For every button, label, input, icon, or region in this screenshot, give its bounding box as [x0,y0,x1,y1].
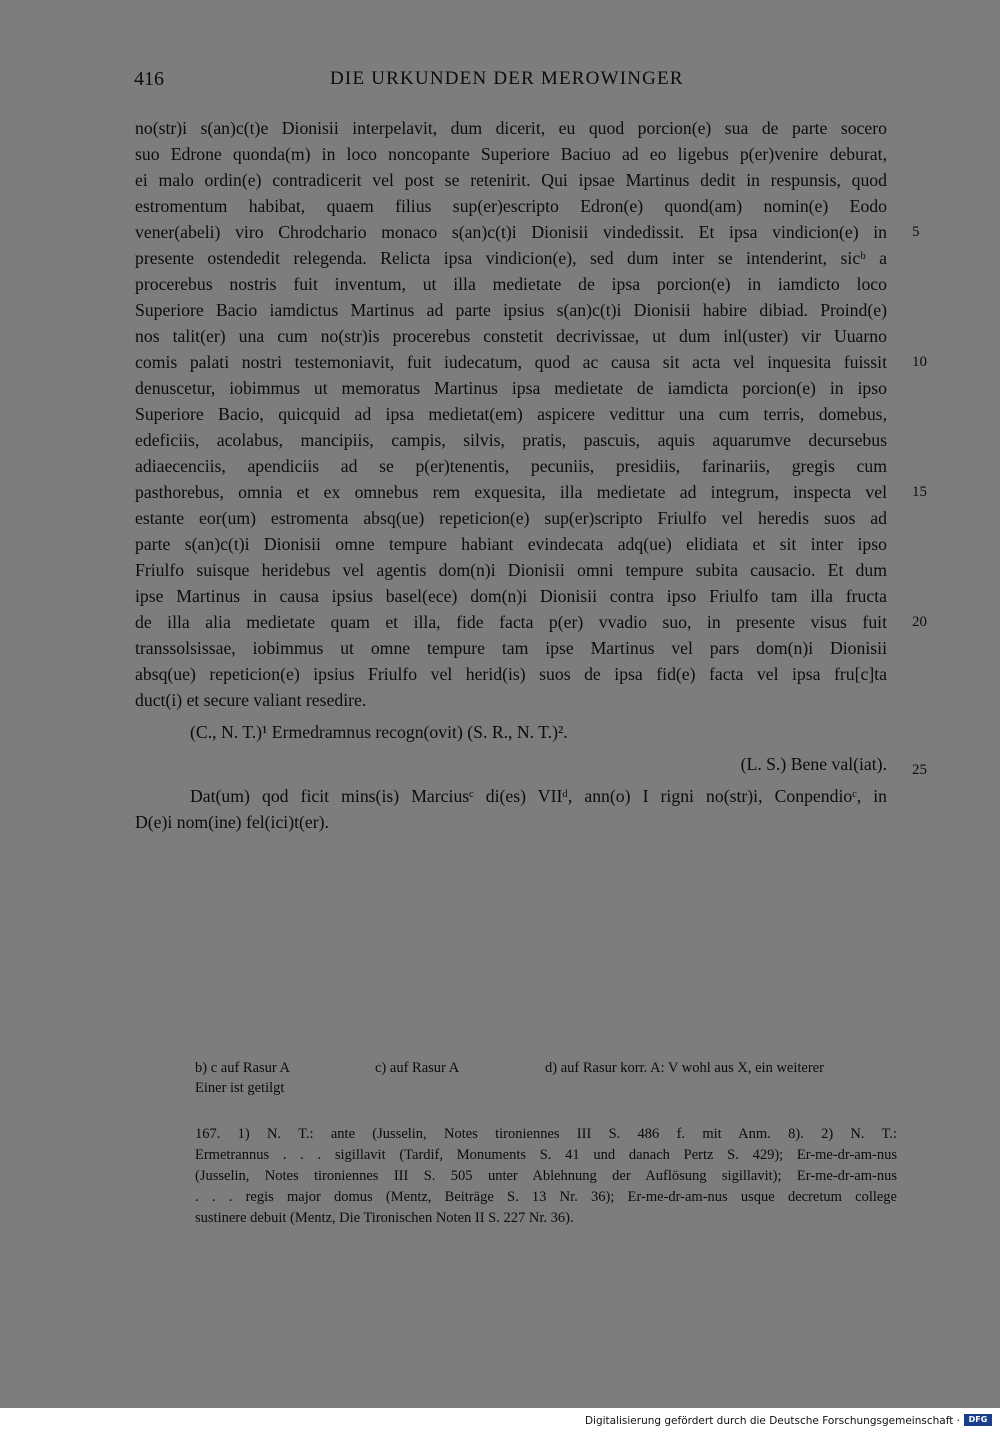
recognition-line: (C., N. T.)¹ Ermedramnus recogn(ovit) (S. R., N. T.)². [190,722,568,742]
commentary-line: sustinere debuit (Mentz, Die Tironischen Noten II S. 227 Nr. 36). [195,1210,574,1226]
text-line: absq(ue) repeticion(e) ipsius Friulfo vel herid(is) suos de ipsa fid(e) facta vel ipsa fru[c]ta [135,664,887,684]
line-number: 5 [912,224,920,240]
text-line: Friulfo suisque heridebus vel agentis dom(n)i Dionisii omni tempure subita causacio. Et dum [135,560,887,580]
text-line: estante eor(um) estromenta absq(ue) repeticion(e) sup(er)scripto Friulfo vel heredis suos ad [135,508,887,528]
text-line: edeficiis, acolabus, mancipiis, campis, silvis, pratis, pascuis, aquis aquarumve decursebus [135,430,887,450]
text-line: Superiore Bacio, quicquid ad ipsa medietat(em) aspicere vedittur una cum terris, domebus, [135,404,887,424]
apparatus-note-b: b) c auf Rasur A [195,1060,291,1076]
text-line: suo Edrone quonda(m) in loco noncopante Superiore Baciuo ad eo ligebus p(er)venire deburat, [135,144,887,164]
bene-valiat-line: (L. S.) Bene val(iat). [740,754,887,774]
commentary-line: . . . regis major domus (Mentz, Beiträge S. 13 Nr. 36); Er-me-dr-am-nus usque decretum college [195,1189,897,1205]
dating-line: D(e)i nom(ine) fel(ici)t(er). [135,812,329,832]
charter-text [135,115,887,835]
text-line: estromentum habibat, quaem filius sup(er)escripto Edron(e) quond(am) nomin(e) Eodo [135,196,887,216]
line-number: 25 [912,762,927,778]
text-line: no(str)i s(an)c(t)e Dionisii interpelavit, dum dicerit, eu quod porcion(e) sua de parte socero [135,118,887,138]
critical-apparatus [195,1058,897,1098]
text-line: ei malo ordin(e) contradicerit vel post se retenirit. Qui ipsae Martinus dedit in respunsis, quod [135,170,887,190]
text-line: presente ostendedit relegenda. Relicta ipsa vindicion(e), sed dum inter se intenderint, sicᵇ a [135,248,887,268]
apparatus-note-d: d) auf Rasur korr. A: V wohl aus X, ein weiterer [545,1060,824,1076]
commentary-line: 167. 1) N. T.: ante (Jusselin, Notes tironiennes III S. 486 f. mit Anm. 8). 2) N. T.: [195,1126,897,1142]
text-line: parte s(an)c(t)i Dionisii omne tempure habiant evindecata adq(ue) elidiata et sit inter ipso [135,534,887,554]
dating-line: Dat(um) qod ficit mins(is) Marciusᶜ di(es) VIIᵈ, ann(o) I rigni no(str)i, Conpendioᶜ, in [190,786,887,806]
apparatus-note-d-continuation: Einer ist getilgt [195,1080,285,1096]
line-number: 15 [912,484,927,500]
footer-bar [0,1408,1000,1433]
commentary-line: Ermetrannus . . . sigillavit (Tardif, Monuments S. 41 und danach Pertz S. 429); Er-me-dr-am-nus [195,1147,897,1163]
text-line: comis palati nostri testemoniavit, fuit iudecatum, quod ac causa sit acta vel inquesita fuissit [135,352,887,372]
text-line: adiaecenciis, apendiciis ad se p(er)tenentis, pecuniis, presidiis, farinariis, gregis cum [135,456,887,476]
text-line: pasthorebus, omnia et ex omnebus rem exquesita, illa medietate ad integrum, inspecta vel [135,482,887,502]
text-line: transsolsissae, iobimmus ut omne tempure tam ipse Martinus vel pars dom(n)i Dionisii [135,638,887,658]
text-line: Superiore Bacio iamdictus Martinus ad parte ipsius s(an)c(t)i Dionisii habire dibiad. Proind(e) [135,300,887,320]
funding-credit: Digitalisierung gefördert durch die Deutsche Forschungsgemeinschaft · [584,1415,960,1427]
text-line: de illa alia medietate quam et illa, fide facta p(er) vvadio suo, in presente visus fuit [135,612,887,632]
text-line: denuscetur, iobimmus ut memoratus Martinus ipsa medietate de iamdicta porcion(e) in ipso [135,378,887,398]
page-number: 416 [134,68,164,90]
text-line: nos talit(er) una cum no(str)is procerebus constetit decrivissae, ut dum inl(uster) vir Uuarno [135,326,887,346]
text-line: vener(abeli) viro Chrodchario monaco s(an)c(t)i Dionisii vindedissit. Et ipsa vindicion(e) in [135,222,887,242]
text-line: ipse Martinus in causa ipsius basel(ece) dom(n)i Dionisii contra ipso Friulfo tam illa fructa [135,586,887,606]
apparatus-note-c: c) auf Rasur A [375,1060,460,1076]
line-number: 20 [912,614,927,630]
line-number: 10 [912,354,927,370]
commentary-line: (Jusselin, Notes tironiennes III S. 505 unter Ablehnung der Auflösung sigillavit); Er-me-dr-am-nus [195,1168,897,1184]
dfg-logo-icon: DFG [964,1414,992,1426]
running-head: DIE URKUNDEN DER MEROWINGER [330,68,684,89]
commentary-notes [195,1124,897,1229]
text-line: duct(i) et secure valiant resedire. [135,690,367,710]
text-line: procerebus nostris fuit inventum, ut illa medietate de ipsa porcion(e) in iamdicto loco [135,274,887,294]
